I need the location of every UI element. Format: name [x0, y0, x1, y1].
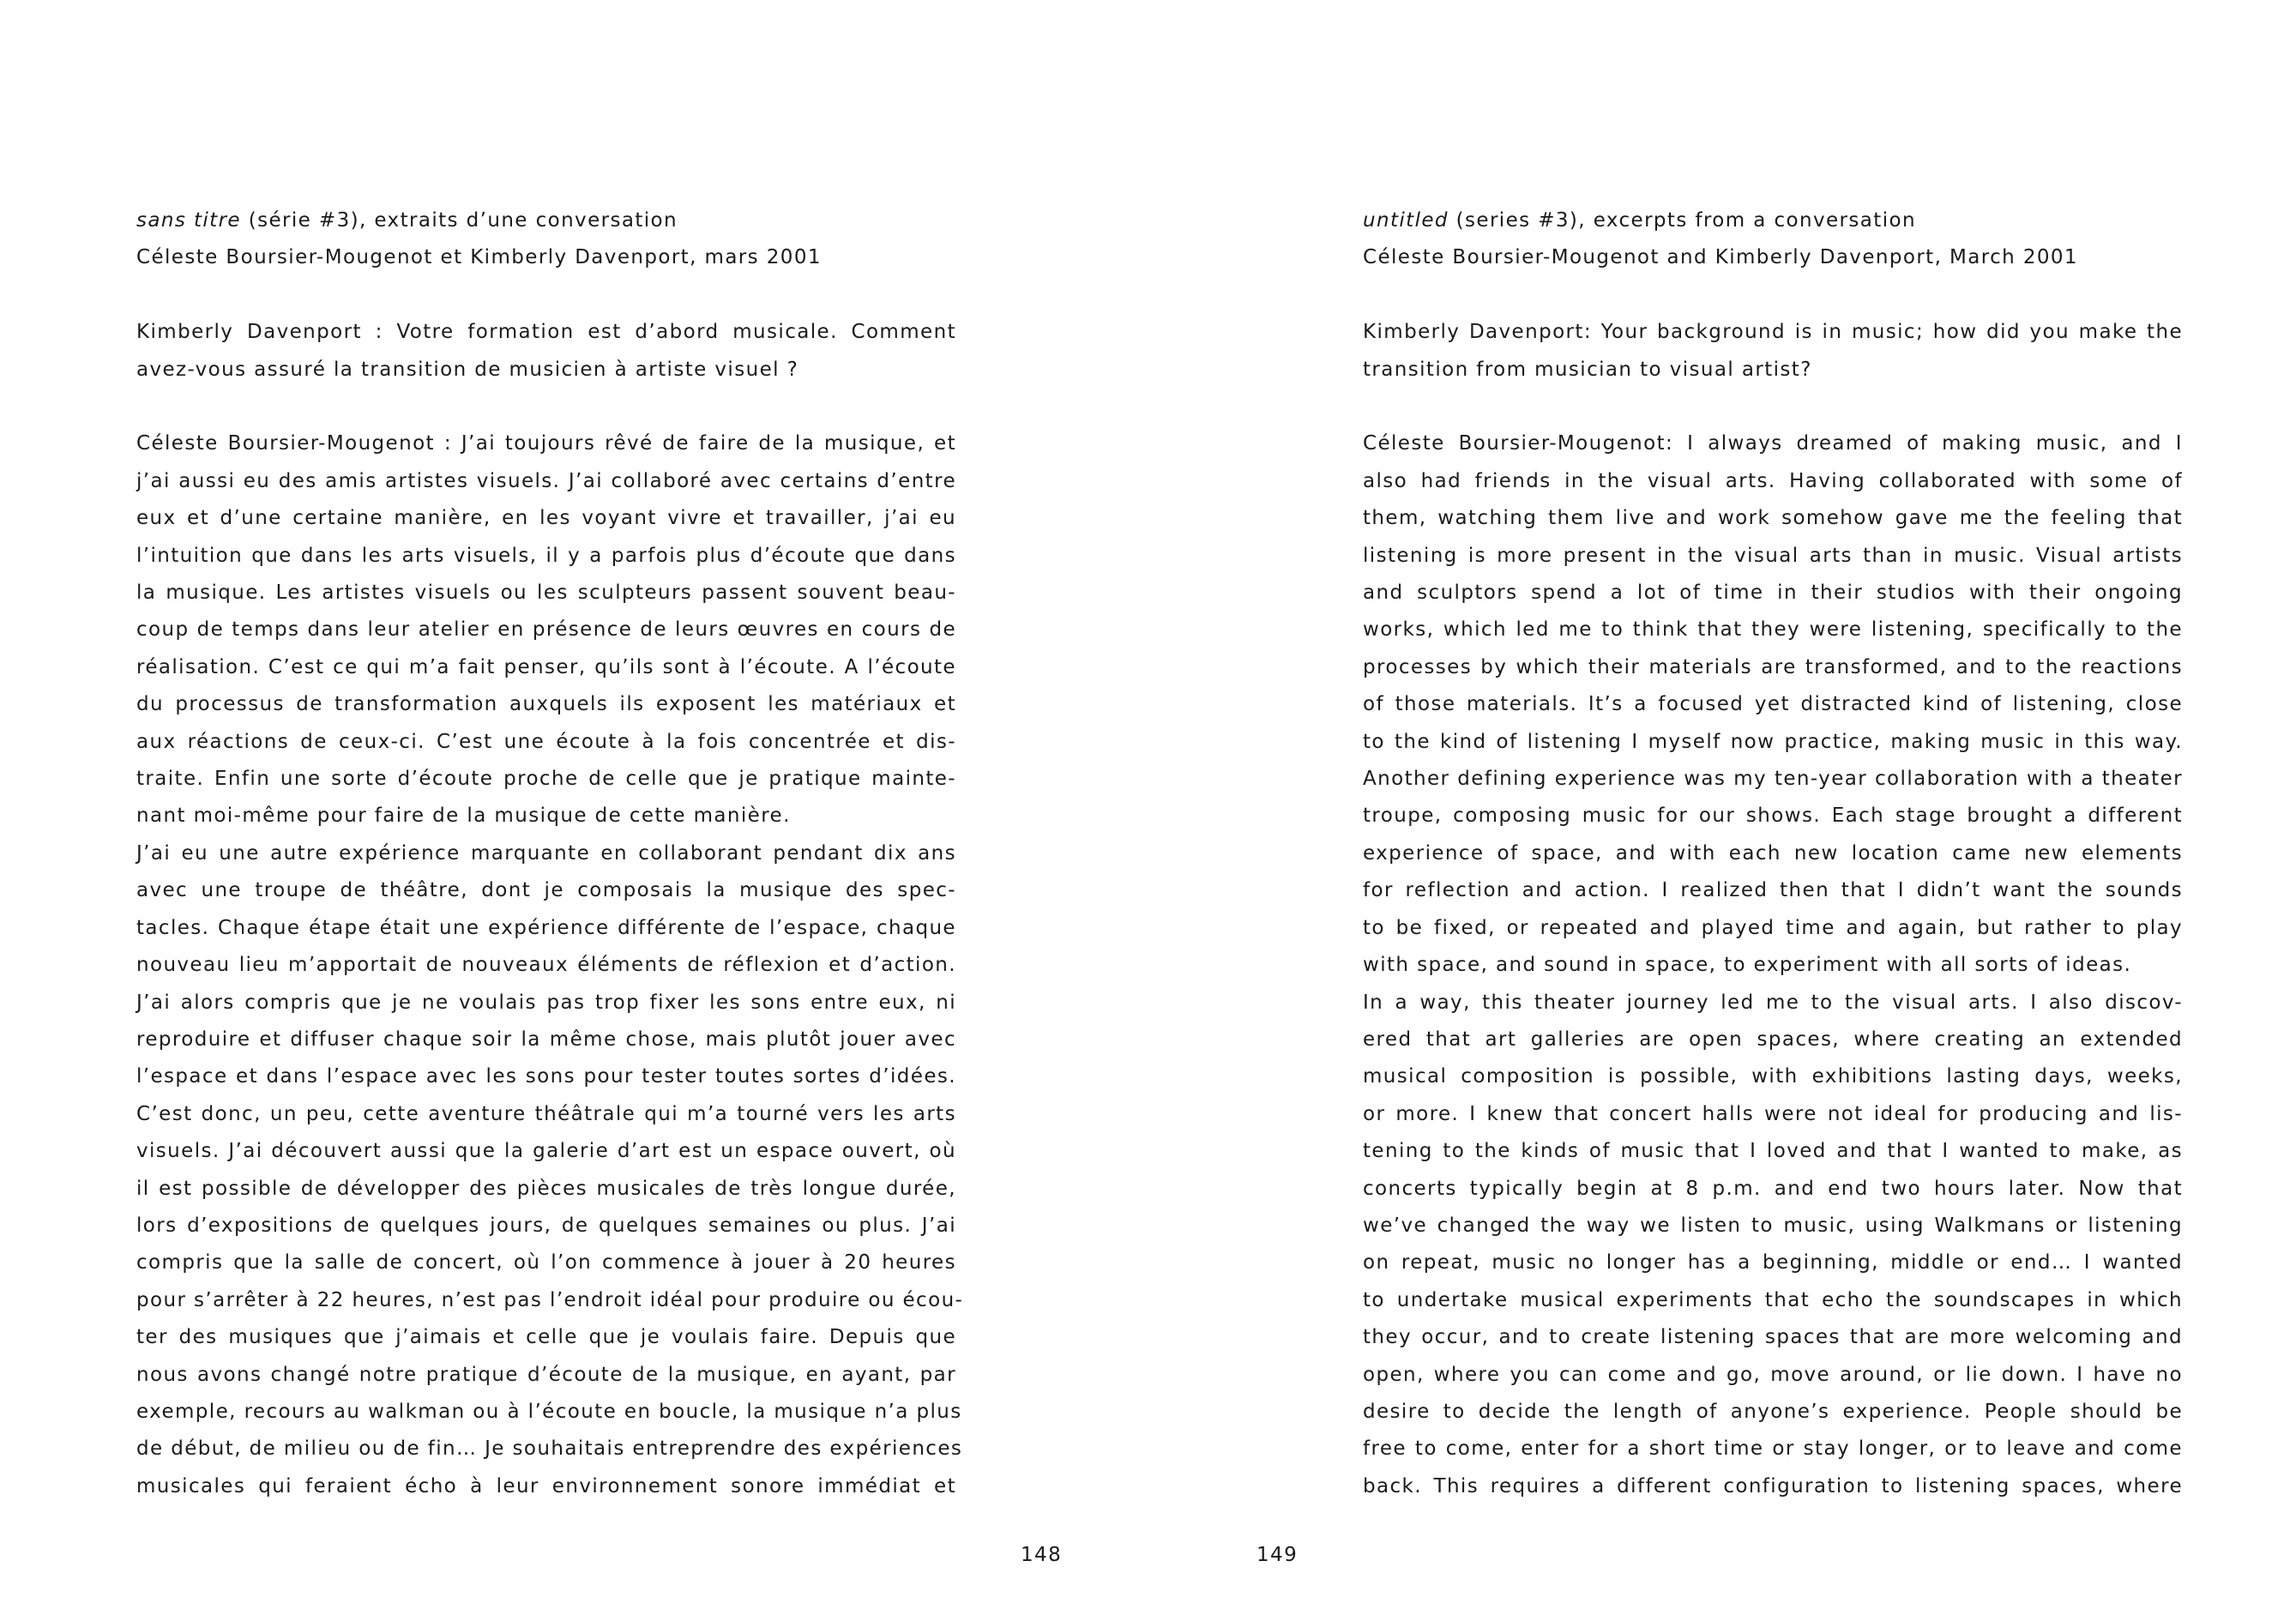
right-answer-line: ered that art galleries are open spaces, where creating an extended	[1363, 1027, 2183, 1051]
left-subtitle: Céleste Boursier-Mougenot et Kimberly Davenport, mars 2001	[136, 246, 822, 269]
left-answer-line: reproduire et diffuser chaque soir la même chose, mais plutôt jouer avec	[136, 1027, 956, 1051]
left-answer-line: du processus de transformation auxquels ils exposent les matériaux et	[136, 693, 956, 716]
left-answer-line: compris que la salle de concert, où l’on commence à jouer à 20 heures	[136, 1251, 956, 1275]
left-answer-line: J’ai eu une autre expérience marquante en collaborant pendant dix ans	[136, 841, 956, 865]
left-answer-line: C’est donc, un peu, cette aventure théâtrale qui m’a tourné vers les arts	[136, 1102, 956, 1125]
left-question	[136, 314, 956, 389]
left-answer-line: coup de temps dans leur atelier en présence de leurs œuvres en cours de	[136, 618, 956, 642]
right-answer-line: them, watching them live and work somehow gave me the feeling that	[1363, 507, 2183, 530]
right-answer-line: open, where you can come and go, move around, or lie down. I have no	[1363, 1363, 2183, 1386]
left-answer-line: l’intuition que dans les arts visuels, il y a parfois plus d’écoute que dans	[136, 544, 956, 567]
right-answer-line: In a way, this theater journey led me to the visual arts. I also discov-	[1363, 991, 2183, 1014]
left-answer-line: réalisation. C’est ce qui m’a fait penser, qu’ils sont à l’écoute. A l’écoute	[136, 655, 956, 678]
left-answer-line: lors d’expositions de quelques jours, de quelques semaines ou plus. J’ai	[136, 1214, 956, 1237]
left-answer-line: exemple, recours au walkman ou à l’écoute en boucle, la musique n’a plus	[136, 1400, 962, 1423]
right-answer-line: they occur, and to create listening spaces that are more welcoming and	[1363, 1326, 2183, 1349]
right-answer-line: to the kind of listening I myself now practice, making music in this way.	[1363, 730, 2183, 753]
left-answer-line: nouveau lieu m’apportait de nouveaux éléments de réflexion et d’action.	[136, 954, 956, 977]
left-answer-line: pour s’arrêter à 22 heures, n’est pas l’endroit idéal pour produire ou écou-	[136, 1288, 964, 1311]
right-page	[1148, 0, 2296, 1621]
left-answer-line: la musique. Les artistes visuels ou les sculpteurs passent souvent beau-	[136, 582, 956, 605]
right-answer-line: concerts typically begin at 8 p.m. and end two hours later. Now that	[1363, 1177, 2183, 1200]
left-answer-line: traite. Enfin une sorte d’écoute proche de celle que je pratique mainte-	[136, 768, 956, 791]
right-spacer	[1363, 389, 2183, 425]
right-answer	[1363, 425, 2183, 1505]
left-answer-line: visuels. J’ai découvert aussi que la galerie d’art est un espace ouvert, où	[136, 1140, 956, 1163]
right-answer-line: to be fixed, or repeated and played time and again, but rather to play	[1363, 916, 2183, 939]
right-answer-line: Another defining experience was my ten-year collaboration with a theater	[1363, 768, 2183, 791]
right-answer-line: or more. I knew that concert halls were not ideal for producing and lis-	[1363, 1102, 2183, 1125]
right-answer-line: we’ve changed the way we listen to music, using Walkmans or listening	[1363, 1214, 2183, 1237]
left-answer-line: tacles. Chaque étape était une expérience différente de l’espace, chaque	[136, 916, 956, 939]
right-text-column	[1363, 202, 2183, 1505]
right-answer-line: on repeat, music no longer has a beginning, middle or end… I wanted	[1363, 1251, 2183, 1275]
left-answer-line: il est possible de développer des pièces musicales de très longue durée,	[136, 1177, 956, 1200]
left-answer-line: j’ai aussi eu des amis artistes visuels. J’ai collaboré avec certains d’entre	[136, 469, 956, 492]
right-question-line: transition from musician to visual artist?	[1363, 358, 1812, 381]
right-answer-line: for reflection and action. I realized then that I didn’t want the sounds	[1363, 879, 2183, 902]
left-answer	[136, 425, 964, 1505]
left-answer-line: l’espace et dans l’espace avec les sons pour tester toutes sortes d’idées.	[136, 1065, 956, 1088]
left-question-line: Kimberly Davenport : Votre formation est d’abord musicale. Comment	[136, 321, 956, 344]
right-question-line: Kimberly Davenport: Your background is in music; how did you make the	[1363, 321, 2183, 344]
right-answer-line: of those materials. It’s a focused yet distracted kind of listening, close	[1363, 693, 2183, 716]
left-answer-line: Céleste Boursier-Mougenot : J’ai toujours rêvé de faire de la musique, et	[136, 432, 956, 455]
right-title	[1363, 202, 2183, 239]
right-answer-line: free to come, enter for a short time or stay longer, or to leave and come	[1363, 1437, 2183, 1461]
left-answer-line: J’ai alors compris que je ne voulais pas trop fixer les sons entre eux, ni	[136, 991, 956, 1014]
left-question-line: avez-vous assuré la transition de musicien à artiste visuel ?	[136, 358, 799, 381]
left-answer-line: avec une troupe de théâtre, dont je composais la musique des spec-	[136, 879, 956, 902]
left-answer-line: ter des musiques que j’aimais et celle que je voulais faire. Depuis que	[136, 1326, 956, 1349]
right-answer-line: desire to decide the length of anyone’s experience. People should be	[1363, 1400, 2183, 1423]
right-answer-line: Céleste Boursier-Mougenot: I always dreamed of making music, and I	[1363, 432, 2183, 455]
right-spacer	[1363, 277, 2183, 314]
right-answer-line: processes by which their materials are transformed, and to the reactions	[1363, 655, 2183, 678]
right-answer-line: troupe, composing music for our shows. Each stage brought a different	[1363, 804, 2183, 828]
left-spacer	[136, 277, 956, 314]
right-answer-line: and sculptors spend a lot of time in their studios with their ongoing	[1363, 582, 2183, 605]
right-title-italic: untitled	[1363, 209, 1449, 232]
left-answer-line: musicales qui feraient écho à leur environnement sonore immédiat et	[136, 1474, 956, 1497]
left-answer-line: nous avons changé notre pratique d’écoute de la musique, en ayant, par	[136, 1363, 956, 1386]
left-answer-line: nant moi-même pour faire de la musique de cette manière.	[136, 804, 791, 828]
right-answer-line: musical composition is possible, with exhibitions lasting days, weeks,	[1363, 1065, 2183, 1088]
right-answer-line: experience of space, and with each new location came new elements	[1363, 841, 2183, 865]
left-text-column	[136, 202, 964, 1505]
right-answer-line: with space, and sound in space, to experiment with all sorts of ideas.	[1363, 954, 2132, 977]
left-page-number: 148	[1021, 1544, 1063, 1566]
left-title-rest: (série #3), extraits d’une conversation	[240, 209, 678, 232]
right-answer-line: tening to the kinds of music that I loved and that I wanted to make, as	[1363, 1140, 2183, 1163]
left-title	[136, 202, 956, 239]
left-title-italic: sans titre	[136, 209, 241, 232]
right-page-number: 149	[1256, 1544, 1299, 1566]
right-answer-line: works, which led me to think that they were listening, specifically to the	[1363, 618, 2183, 642]
left-answer-line: de début, de milieu ou de fin… Je souhaitais entreprendre des expériences	[136, 1437, 963, 1461]
right-answer-line: also had friends in the visual arts. Having collaborated with some of	[1363, 469, 2183, 492]
left-answer-line: aux réactions de ceux-ci. C’est une écoute à la fois concentrée et dis-	[136, 730, 956, 753]
left-spacer	[136, 389, 956, 425]
left-answer-line: eux et d’une certaine manière, en les voyant vivre et travailler, j’ai eu	[136, 507, 956, 530]
right-title-rest: (series #3), excerpts from a conversation	[1448, 209, 1916, 232]
right-subtitle: Céleste Boursier-Mougenot and Kimberly Davenport, March 2001	[1363, 246, 2078, 269]
right-answer-line: to undertake musical experiments that echo the soundscapes in which	[1363, 1288, 2183, 1311]
right-question	[1363, 314, 2183, 389]
right-answer-line: listening is more present in the visual arts than in music. Visual artists	[1363, 544, 2183, 567]
right-answer-line: back. This requires a different configuration to listening spaces, where	[1363, 1474, 2183, 1497]
